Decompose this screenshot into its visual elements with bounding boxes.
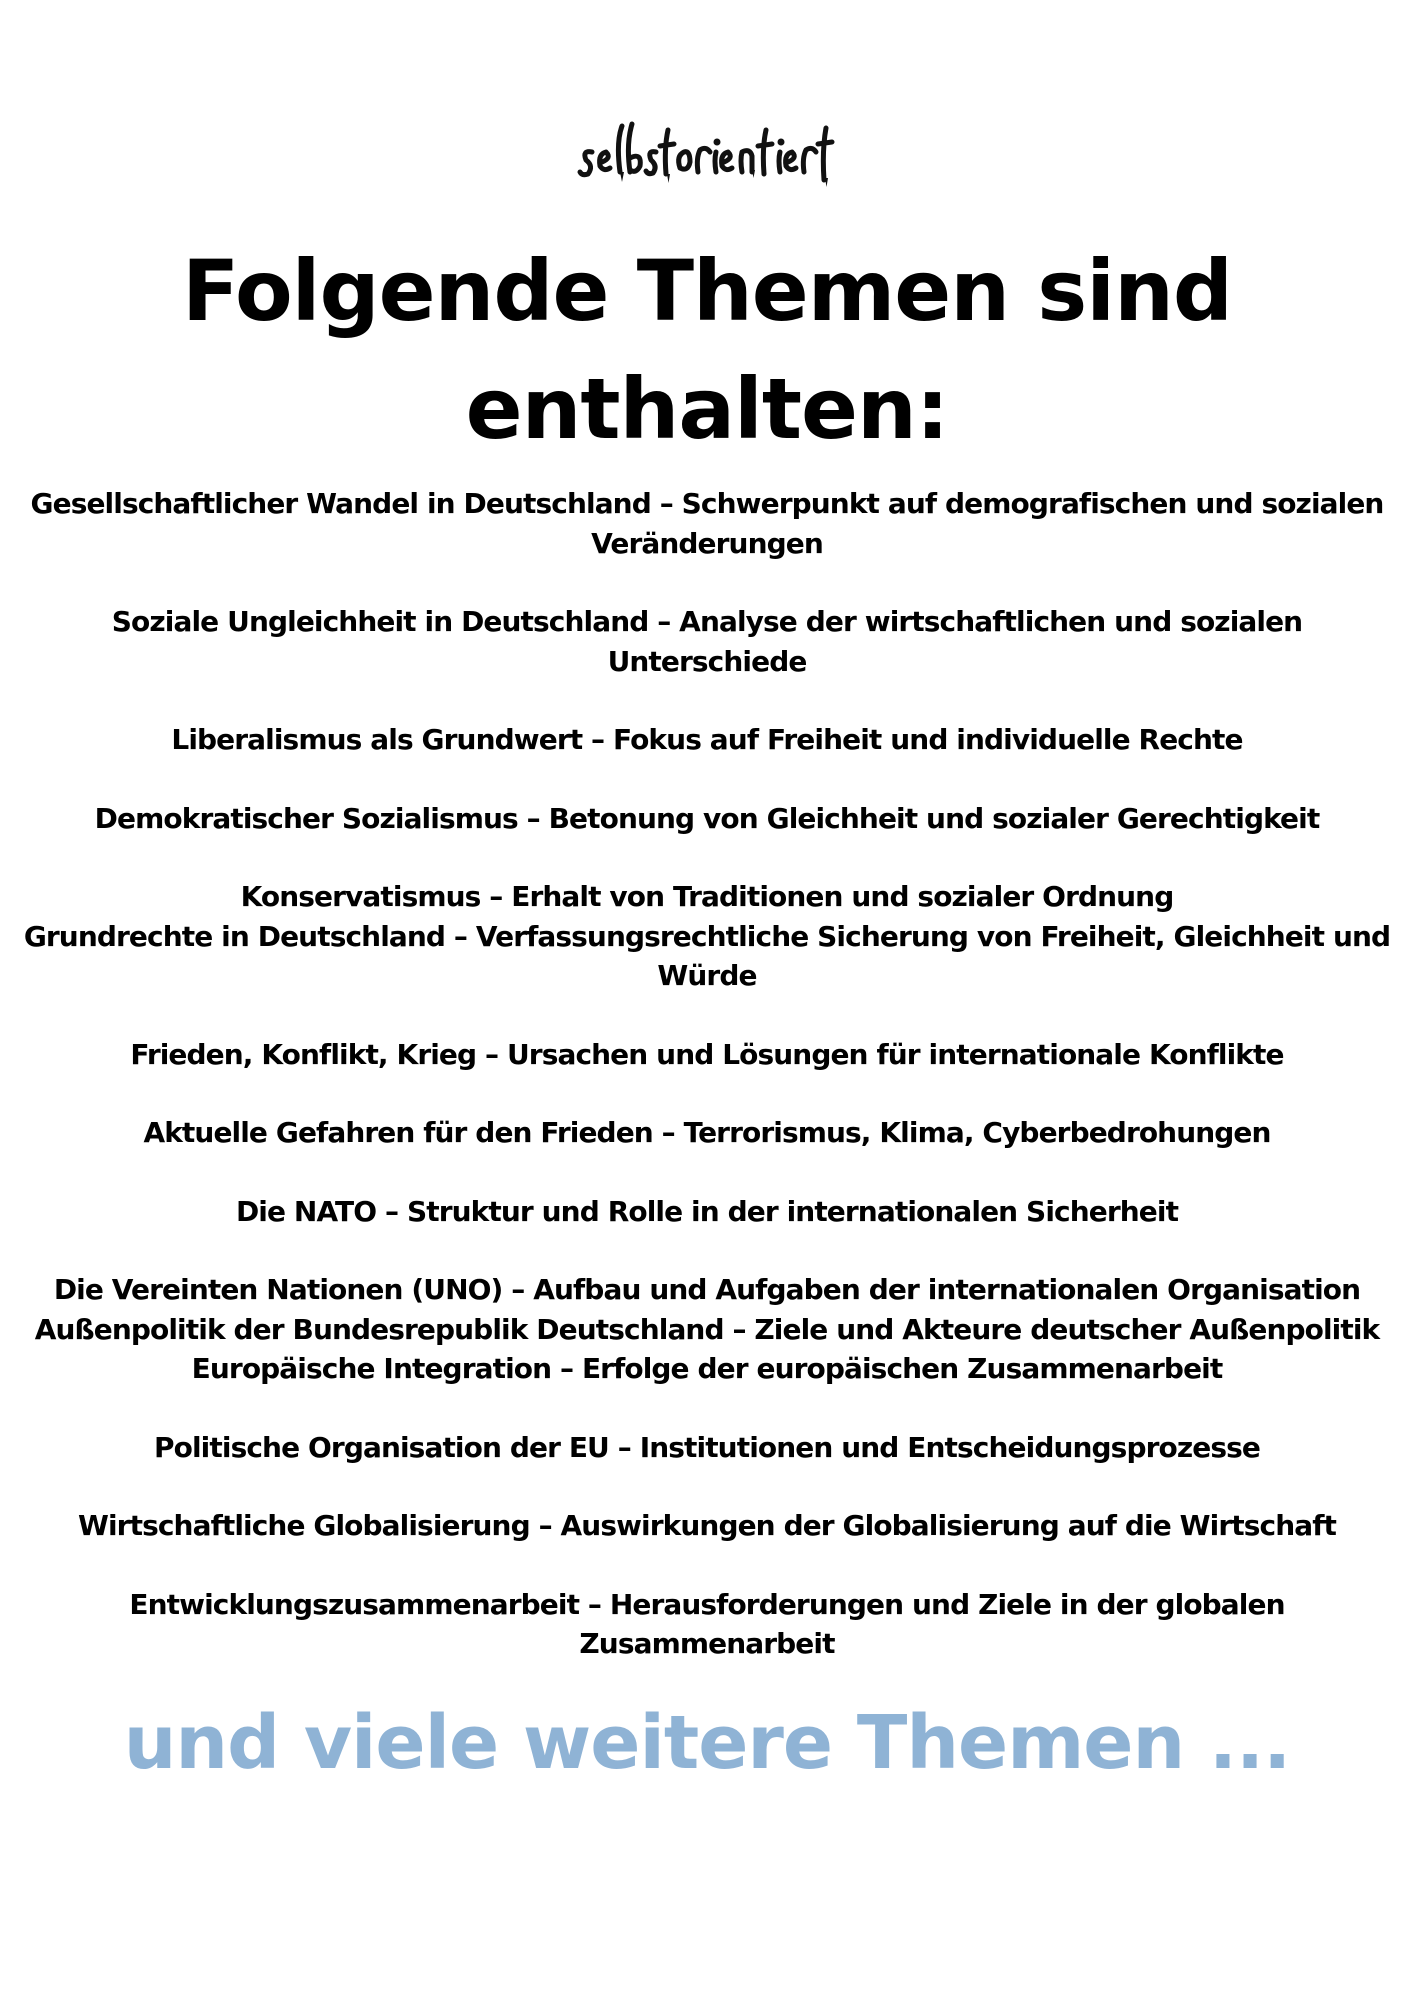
topic-item: Wirtschaftliche Globalisierung – Auswirkungen der Globalisierung auf die Wirtschaft [78,1509,1336,1542]
topic-item: Außenpolitik der Bundesrepublik Deutschland – Ziele und Akteure deutscher Außenpolitik [34,1312,1380,1346]
footer-more-topics: und viele weitere Themen ... [123,1700,1291,1786]
topic-item: Aktuelle Gefahren für den Frieden – Terrorismus, Klima, Cyberbedrohungen [143,1116,1271,1149]
topic-item: Soziale Ungleichheit in Deutschland – Analyse der wirtschaftlichen und sozialen Unterschiede [111,605,1303,678]
page-title-line-1: Folgende Themen sind [181,242,1233,340]
topic-item: Gesellschaftlicher Wandel in Deutschland – Schwerpunkt auf demografischen und sozialen Veränderungen [30,487,1384,560]
topic-item: Liberalismus als Grundwert – Fokus auf Freiheit und individuelle Rechte [171,723,1243,756]
brand-logo [0,108,1414,196]
topic-list [20,484,1394,1664]
brand-logo-mark [576,108,838,192]
page-title-line-2: enthalten: [465,360,949,458]
topic-item: Die Vereinten Nationen (UNO) – Aufbau und Aufgaben der internationalen Organisation [53,1273,1361,1306]
page-title [0,232,1414,468]
topic-item: Frieden, Konflikt, Krieg – Ursachen und Lösungen für internationale Konflikte [130,1037,1284,1071]
topic-item: Konservatismus – Erhalt von Traditionen und sozialer Ordnung [240,880,1174,913]
topic-item: Politische Organisation der EU – Institutionen und Entscheidungsprozesse [154,1430,1260,1464]
topic-item: Grundrechte in Deutschland – Verfassungsrechtliche Sicherung von Freiheit, Gleichheit und Würde [23,919,1391,992]
topic-item: Europäische Integration – Erfolge der europäischen Zusammenarbeit [191,1352,1223,1385]
topic-item: Entwicklungszusammenarbeit – Herausforderungen und Ziele in der globalen Zusammenarbeit [129,1587,1285,1660]
topic-item: Die NATO – Struktur und Rolle in der internationalen Sicherheit [235,1194,1179,1228]
topic-item: Demokratischer Sozialismus – Betonung von Gleichheit und sozialer Gerechtigkeit [94,801,1320,835]
